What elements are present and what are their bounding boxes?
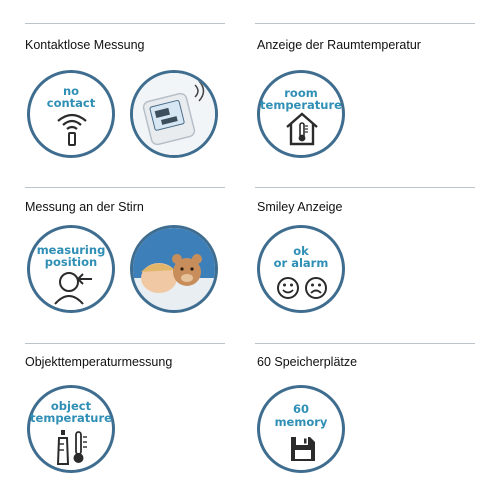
badge-label-line: temperature xyxy=(30,411,112,425)
feature-heading: Messung an der Stirn xyxy=(25,200,144,214)
divider xyxy=(255,343,475,344)
divider xyxy=(255,23,475,24)
feature-heading: Objekttemperaturmessung xyxy=(25,355,173,369)
divider xyxy=(25,187,225,188)
feature-heading: Anzeige der Raumtemperatur xyxy=(257,38,421,52)
badge-label-line: ok xyxy=(293,244,309,258)
badge-label-line: object xyxy=(50,399,92,413)
badge-label-line: temperature xyxy=(260,98,342,112)
badge-label-line: no xyxy=(62,84,80,98)
badge-label-line: room xyxy=(284,86,318,100)
divider xyxy=(25,343,225,344)
floppy-disk-icon xyxy=(290,436,316,462)
badge-label-line: contact xyxy=(46,96,96,110)
object-temperature-badge xyxy=(27,385,115,473)
badge-label-line: measuring xyxy=(36,243,106,257)
child-with-teddy-icon xyxy=(133,228,215,310)
thermometer-device-icon xyxy=(133,73,215,155)
badge-label-line: 60 xyxy=(292,402,309,416)
divider xyxy=(255,187,475,188)
room-temperature-badge xyxy=(257,70,345,158)
divider xyxy=(25,23,225,24)
bottle-thermometer-icon xyxy=(55,428,93,468)
feature-heading: Kontaktlose Messung xyxy=(25,38,145,52)
feature-heading: Smiley Anzeige xyxy=(257,200,343,214)
forehead-measuring-icon xyxy=(52,268,94,306)
smiley-faces-icon xyxy=(276,276,328,300)
ok-or-alarm-badge xyxy=(257,225,345,313)
feature-heading: 60 Speicherplätze xyxy=(257,355,358,369)
contactless-signal-icon xyxy=(54,111,90,149)
measuring-position-badge xyxy=(27,225,115,313)
thermometer-display-photo xyxy=(130,70,218,158)
house-thermometer-icon xyxy=(284,111,320,147)
badge-label-line: position xyxy=(44,255,98,269)
memory-badge xyxy=(257,385,345,473)
badge-label-line: or alarm xyxy=(273,256,329,270)
badge-label-line: memory xyxy=(274,415,328,429)
sleeping-child-photo xyxy=(130,225,218,313)
no-contact-badge xyxy=(27,70,115,158)
